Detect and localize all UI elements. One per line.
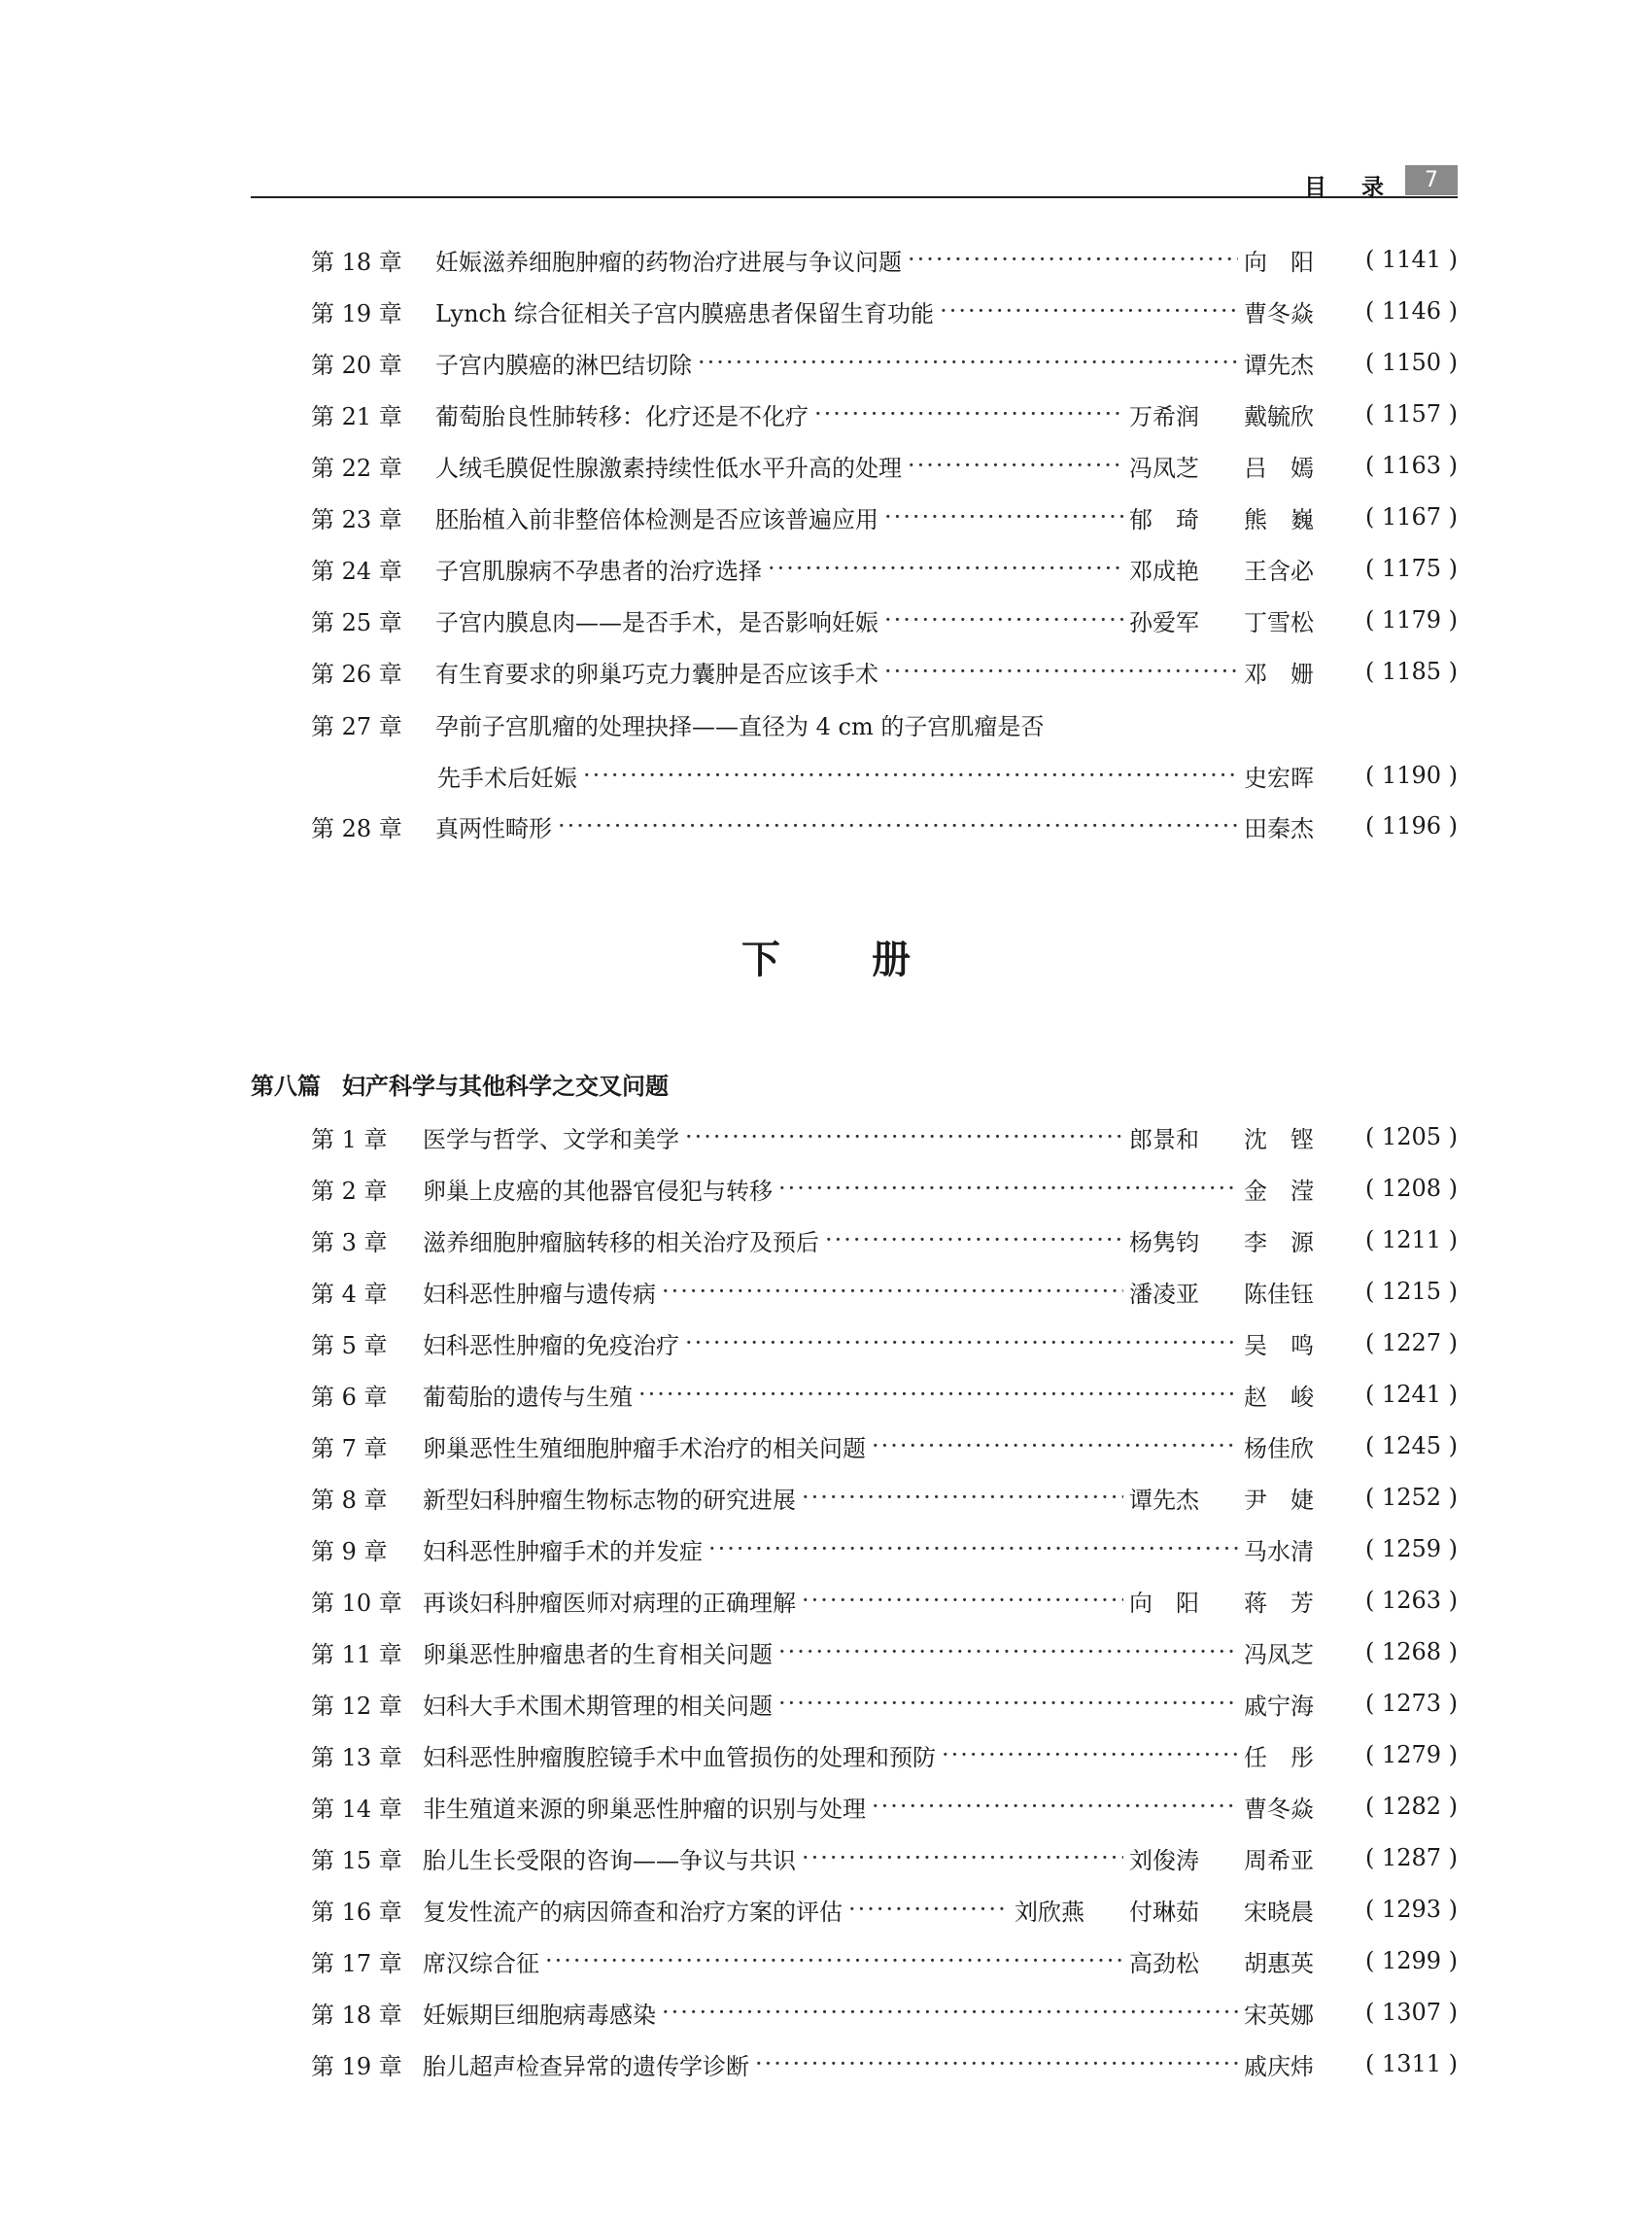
toc-entry-27-line1 (311, 707, 1458, 740)
author-name: 曹冬焱 (1244, 299, 1314, 327)
chapter-title: 妊娠滋养细胞肿瘤的药物治疗进展与争议问题 (435, 248, 902, 276)
author-name: 曹冬焱 (1244, 1795, 1314, 1823)
author-name: 宋晓晨 (1244, 1898, 1314, 1926)
page-ref: ( 1241 ) (1364, 1381, 1458, 1408)
toc-entry[interactable] (311, 1738, 1458, 1771)
chapter-number: 第 5 章 (311, 1331, 388, 1359)
authors (1129, 1944, 1359, 1978)
author-name: 万希润 (1129, 402, 1199, 430)
authors (1244, 2047, 1359, 2081)
author-name: 陈佳钰 (1244, 1280, 1314, 1308)
page-ref: ( 1273 ) (1364, 1690, 1458, 1717)
chapter-title: 真两性畸形 (435, 814, 552, 842)
dot-leader (908, 246, 1238, 273)
authors (1244, 1738, 1359, 1772)
chapter-number: 第 19 章 (311, 2052, 402, 2080)
authors (1244, 809, 1359, 843)
dot-leader (872, 1793, 1238, 1820)
chapter-number: 第 26 章 (311, 660, 402, 688)
chapter-title: 卵巢恶性生殖细胞肿瘤手术治疗的相关问题 (423, 1434, 866, 1462)
chapter-number: 第 1 章 (311, 1125, 388, 1153)
author-name: 郎景和 (1129, 1125, 1199, 1153)
page-ref: ( 1175 ) (1364, 555, 1458, 582)
page-ref: ( 1179 ) (1364, 606, 1458, 634)
authors (1129, 552, 1359, 586)
chapter-title: 新型妇科肿瘤生物标志物的研究进展 (423, 1486, 796, 1514)
toc-entry[interactable] (311, 1893, 1458, 1926)
page-ref: ( 1146 ) (1364, 297, 1458, 325)
chapter-title: 妇科大手术围术期管理的相关问题 (423, 1692, 773, 1720)
chapter-title: 子宫肌腺病不孕患者的治疗选择 (435, 557, 762, 585)
chapter-title: 胎儿生长受限的咨询——争议与共识 (423, 1846, 796, 1874)
dot-leader (884, 606, 1123, 634)
toc-entry[interactable] (311, 1944, 1458, 1977)
author-name: 潘凌亚 (1129, 1280, 1199, 1308)
toc-entry-27-line2 (437, 759, 1458, 792)
page-ref: ( 1245 ) (1364, 1432, 1458, 1459)
authors (1244, 1326, 1359, 1360)
page-number: 7 (1405, 165, 1458, 195)
dot-leader (545, 1947, 1123, 1974)
chapter-title: 滋养细胞肿瘤脑转移的相关治疗及预后 (423, 1228, 819, 1256)
chapter-title: 妇科恶性肿瘤与遗传病 (423, 1280, 656, 1308)
chapter-number: 第 12 章 (311, 1692, 402, 1720)
author-name: 周希亚 (1244, 1846, 1314, 1874)
authors (1129, 603, 1359, 637)
dot-leader (802, 1484, 1123, 1511)
page-ref: ( 1211 ) (1364, 1226, 1458, 1253)
author-name: 金 滢 (1244, 1177, 1314, 1205)
toc-entry[interactable] (311, 1275, 1458, 1308)
page-ref: ( 1141 ) (1364, 246, 1458, 273)
chapter-number: 第 28 章 (311, 814, 402, 842)
author-name: 戚宁海 (1244, 1692, 1314, 1720)
page-ref: ( 1163 ) (1364, 452, 1458, 479)
page-ref: ( 1150 ) (1364, 349, 1458, 376)
toc-entry[interactable] (311, 1584, 1458, 1617)
dot-leader (685, 1123, 1123, 1150)
toc-entry[interactable] (311, 1996, 1458, 2029)
chapter-title: 妊娠期巨细胞病毒感染 (423, 2001, 656, 2029)
authors (1129, 1120, 1359, 1154)
dot-leader (825, 1226, 1123, 1253)
author-name: 谭先杰 (1129, 1486, 1199, 1514)
author-name: 付琳茹 (1129, 1898, 1199, 1926)
chapter-number: 第 17 章 (311, 1949, 402, 1977)
authors (1244, 1429, 1359, 1463)
chapter-number: 第 19 章 (311, 299, 402, 327)
toc-entry[interactable] (311, 1223, 1458, 1256)
header-title: 目 录 (1303, 175, 1397, 200)
chapter-number: 第 25 章 (311, 608, 402, 636)
chapter-title: 非生殖道来源的卵巢恶性肿瘤的识别与处理 (423, 1795, 866, 1823)
authors (1129, 500, 1359, 534)
toc-entry[interactable] (311, 1326, 1458, 1359)
page-ref: ( 1263 ) (1364, 1587, 1458, 1614)
dot-leader (778, 1175, 1238, 1202)
chapter-number: 第 15 章 (311, 1846, 402, 1874)
dot-leader (940, 297, 1238, 325)
author-name: 谭先杰 (1244, 351, 1314, 379)
page-ref: ( 1293 ) (1364, 1896, 1458, 1923)
author-name: 郁 琦 (1129, 505, 1199, 533)
toc-entry[interactable] (311, 1635, 1458, 1668)
page-ref: ( 1205 ) (1364, 1123, 1458, 1150)
dot-leader (872, 1432, 1238, 1459)
toc-entry[interactable] (311, 397, 1458, 430)
page-ref: ( 1196 ) (1364, 812, 1458, 839)
author-name: 胡惠英 (1244, 1949, 1314, 1977)
authors (1015, 1893, 1359, 1927)
toc-entry[interactable] (311, 1841, 1458, 1874)
toc-entry[interactable] (311, 2047, 1458, 2080)
author-name: 冯凤芝 (1244, 1640, 1314, 1668)
chapter-number: 第 22 章 (311, 454, 402, 482)
author-name: 沈 铿 (1244, 1125, 1314, 1153)
dot-leader (708, 1535, 1238, 1562)
toc-entry[interactable] (311, 1790, 1458, 1823)
author-name: 尹 婕 (1244, 1486, 1314, 1514)
author-name: 史宏晖 (1244, 764, 1314, 792)
authors (1244, 1687, 1359, 1721)
dot-leader (558, 812, 1238, 839)
author-name: 田秦杰 (1244, 814, 1314, 842)
authors (1244, 1996, 1359, 2030)
dot-leader (814, 400, 1123, 428)
chapter-number: 第 18 章 (311, 2001, 402, 2029)
toc-entry-28[interactable] (311, 809, 1458, 842)
chapter-number: 第 21 章 (311, 402, 402, 430)
chapter-title: 再谈妇科肿瘤医师对病理的正确理解 (423, 1589, 796, 1617)
author-name: 王含必 (1244, 557, 1314, 585)
dot-leader (638, 1381, 1238, 1408)
toc-entry[interactable] (311, 1429, 1458, 1462)
author-name: 戚庆炜 (1244, 2052, 1314, 2080)
chapter-number: 第 23 章 (311, 505, 402, 533)
chapter-title: 葡萄胎的遗传与生殖 (423, 1383, 633, 1411)
authors (1129, 397, 1359, 431)
author-name: 向 阳 (1244, 248, 1314, 276)
authors (1244, 759, 1359, 793)
toc-entry[interactable] (311, 655, 1458, 688)
chapter-title: 妇科恶性肿瘤腹腔镜手术中血管损伤的处理和预防 (423, 1743, 936, 1771)
page-ref: ( 1157 ) (1364, 400, 1458, 428)
page-ref: ( 1259 ) (1364, 1535, 1458, 1562)
toc-entry[interactable] (311, 1481, 1458, 1514)
chapter-number: 第 8 章 (311, 1486, 388, 1514)
page-ref: ( 1252 ) (1364, 1484, 1458, 1511)
page-ref: ( 1287 ) (1364, 1844, 1458, 1871)
volume-title: 下 册 (741, 938, 949, 982)
chapter-title: 复发性流产的病因筛查和治疗方案的评估 (423, 1898, 843, 1926)
authors (1244, 294, 1359, 328)
part-label: 第八篇 (251, 1073, 321, 1100)
dot-leader (908, 452, 1123, 479)
toc-entry[interactable] (311, 500, 1458, 533)
author-name: 刘俊涛 (1129, 1846, 1199, 1874)
chapter-title: 胎儿超声检查异常的遗传学诊断 (423, 2052, 749, 2080)
toc-entry[interactable] (311, 1172, 1458, 1205)
author-name: 邓 姗 (1244, 660, 1314, 688)
authors (1244, 243, 1359, 277)
chapter-title: 子宫内膜癌的淋巴结切除 (435, 351, 692, 379)
dot-leader (662, 1278, 1123, 1305)
author-name: 冯凤芝 (1129, 454, 1199, 482)
page-ref: ( 1282 ) (1364, 1793, 1458, 1820)
toc-entry[interactable] (311, 552, 1458, 585)
dot-leader (802, 1587, 1123, 1614)
dot-leader (583, 762, 1238, 789)
author-name: 高劲松 (1129, 1949, 1199, 1977)
page-ref: ( 1208 ) (1364, 1175, 1458, 1202)
chapter-number: 第 14 章 (311, 1795, 402, 1823)
dot-leader (685, 1329, 1238, 1356)
chapter-number: 第 18 章 (311, 248, 402, 276)
authors (1244, 655, 1359, 689)
author-name: 任 彤 (1244, 1743, 1314, 1771)
authors (1244, 1790, 1359, 1824)
authors (1129, 449, 1359, 483)
authors (1244, 1378, 1359, 1412)
author-name: 杨佳欣 (1244, 1434, 1314, 1462)
authors (1244, 1532, 1359, 1566)
page-ref: ( 1215 ) (1364, 1278, 1458, 1305)
page-ref: ( 1227 ) (1364, 1329, 1458, 1356)
author-name: 李 源 (1244, 1228, 1314, 1256)
chapter-number: 第 16 章 (311, 1898, 402, 1926)
chapter-number: 第 3 章 (311, 1228, 388, 1256)
dot-leader (884, 503, 1123, 531)
author-name: 戴毓欣 (1244, 402, 1314, 430)
author-name: 宋英娜 (1244, 2001, 1314, 2029)
dot-leader (848, 1896, 1009, 1923)
dot-leader (662, 1999, 1238, 2026)
authors (1244, 1635, 1359, 1669)
part-title: 妇产科学与其他科学之交叉问题 (342, 1073, 669, 1100)
chapter-number: 第 24 章 (311, 557, 402, 585)
toc-entry[interactable] (311, 346, 1458, 379)
chapter-title: 胚胎植入前非整倍体检测是否应该普遍应用 (435, 505, 878, 533)
chapter-title: 医学与哲学、文学和美学 (423, 1125, 679, 1153)
chapter-number: 第 11 章 (311, 1640, 402, 1668)
dot-leader (778, 1690, 1238, 1717)
author-name: 赵 峻 (1244, 1383, 1314, 1411)
toc-entry[interactable] (311, 603, 1458, 636)
chapter-number: 第 10 章 (311, 1589, 402, 1617)
author-name: 杨隽钧 (1129, 1228, 1199, 1256)
toc-entry[interactable] (311, 294, 1458, 327)
page-ref: ( 1299 ) (1364, 1947, 1458, 1974)
chapter-title: 葡萄胎良性肺转移：化疗还是不化疗 (435, 402, 809, 430)
dot-leader (778, 1638, 1238, 1665)
chapter-number: 第 6 章 (311, 1383, 388, 1411)
page-ref: ( 1307 ) (1364, 1999, 1458, 2026)
toc-entry[interactable] (311, 449, 1458, 482)
chapter-number: 第 2 章 (311, 1177, 388, 1205)
toc-entry[interactable] (311, 1532, 1458, 1565)
page-ref: ( 1279 ) (1364, 1741, 1458, 1768)
author-name: 邓成艳 (1129, 557, 1199, 585)
toc-entry[interactable] (311, 243, 1458, 276)
page-ref: ( 1190 ) (1364, 762, 1458, 789)
author-name: 向 阳 (1129, 1589, 1199, 1617)
chapter-title-continued: 先手术后妊娠 (437, 764, 577, 792)
chapter-title: Lynch 综合征相关子宫内膜癌患者保留生育功能 (435, 299, 935, 327)
chapter-title: 席汉综合征 (423, 1949, 539, 1977)
authors (1244, 346, 1359, 380)
chapter-number: 第 4 章 (311, 1280, 388, 1308)
chapter-number: 第 20 章 (311, 351, 402, 379)
author-name: 马水清 (1244, 1537, 1314, 1565)
dot-leader (768, 555, 1123, 582)
author-name: 蒋 芳 (1244, 1589, 1314, 1617)
chapter-number: 第 9 章 (311, 1537, 388, 1565)
dot-leader (698, 349, 1238, 376)
chapter-title: 有生育要求的卵巢巧克力囊肿是否应该手术 (435, 660, 878, 688)
chapter-title: 子宫内膜息肉——是否手术，是否影响妊娠 (435, 608, 878, 636)
dot-leader (755, 2050, 1238, 2077)
page-ref: ( 1268 ) (1364, 1638, 1458, 1665)
dot-leader (942, 1741, 1238, 1768)
author-name: 刘欣燕 (1015, 1898, 1084, 1926)
part-heading (251, 1067, 669, 1102)
chapter-title: 妇科恶性肿瘤的免疫治疗 (423, 1331, 679, 1359)
chapter-title: 卵巢恶性肿瘤患者的生育相关问题 (423, 1640, 773, 1668)
authors (1129, 1223, 1359, 1257)
chapter-title: 人绒毛膜促性腺激素持续性低水平升高的处理 (435, 454, 902, 482)
author-name: 吴 鸣 (1244, 1331, 1314, 1359)
running-header (251, 165, 1458, 198)
author-name: 熊 巍 (1244, 505, 1314, 533)
page-ref: ( 1311 ) (1364, 2050, 1458, 2077)
dot-leader (884, 658, 1238, 685)
chapter-title: 妇科恶性肿瘤手术的并发症 (423, 1537, 703, 1565)
chapter-number: 第 13 章 (311, 1743, 402, 1771)
authors (1129, 1275, 1359, 1309)
toc-entry[interactable] (311, 1120, 1458, 1153)
page-ref: ( 1185 ) (1364, 658, 1458, 685)
dot-leader (802, 1844, 1123, 1871)
toc-entry[interactable] (311, 1378, 1458, 1411)
chapter-number: 第 7 章 (311, 1434, 388, 1462)
toc-entry[interactable] (311, 1687, 1458, 1720)
authors (1129, 1841, 1359, 1875)
chapter-title: 卵巢上皮癌的其他器官侵犯与转移 (423, 1177, 773, 1205)
author-name: 孙爱军 (1129, 608, 1199, 636)
authors (1129, 1584, 1359, 1618)
chapter-number: 第 27 章 (311, 712, 402, 740)
author-name: 丁雪松 (1244, 608, 1314, 636)
authors (1129, 1481, 1359, 1515)
page-ref: ( 1167 ) (1364, 503, 1458, 531)
author-name: 吕 嫣 (1244, 454, 1314, 482)
chapter-title: 孕前子宫肌瘤的处理抉择——直径为 4 cm 的子宫肌瘤是否 (435, 712, 1045, 740)
authors (1244, 1172, 1359, 1206)
